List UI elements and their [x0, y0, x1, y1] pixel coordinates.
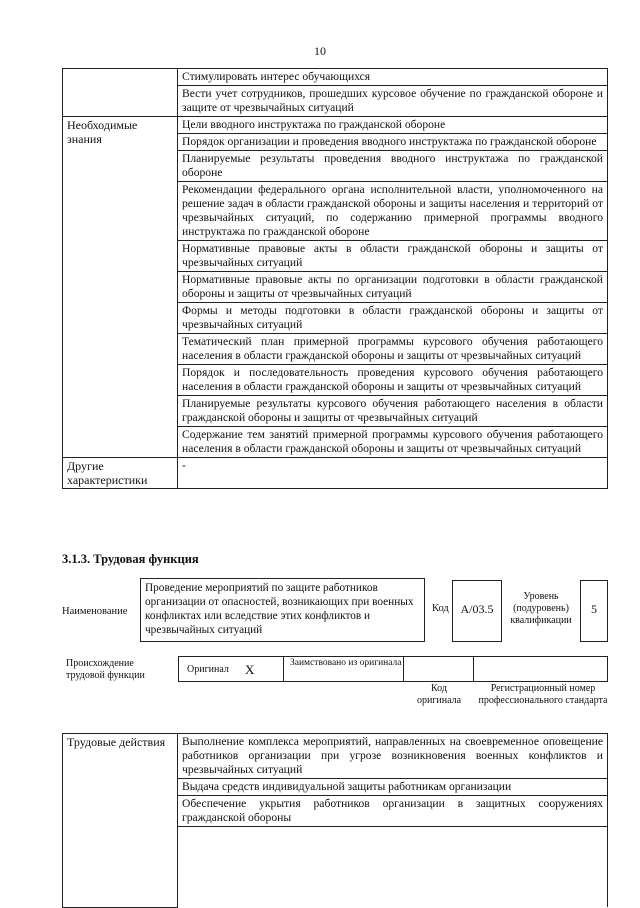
code-original-cell: [404, 656, 474, 682]
function-name-box: [140, 578, 425, 642]
table-row: [63, 117, 608, 134]
borrowed-label: Заимствовано из оригинала: [290, 658, 402, 668]
row-label-other: Другие характеристики: [63, 458, 178, 489]
original-label: Оригинал: [187, 664, 229, 675]
table-cell: Выполнение комплекса мероприятий, направленных на своевременное оповещение работников организации при угрозе возникновения военных конфликтов и чрезвычайных ситуаций: [178, 734, 608, 779]
table-cell: Выдача средств индивидуальной защиты работникам организации: [178, 779, 608, 796]
table-cell: Формы и методы подготовки в области гражданской обороны и защиты от чрезвычайных ситуаций: [178, 303, 608, 334]
level-label: Уровень (подуровень) квалификации: [510, 591, 572, 626]
function-name: Проведение мероприятий по защите работников организации от опасностей, возникающих при военных конфликтах или вследствие этих конфликтов и чрезвычайных ситуаций: [145, 582, 414, 636]
origin-label: Происхождение трудовой функции: [66, 658, 145, 681]
level-value: 5: [591, 602, 597, 616]
table-cell: Рекомендации федерального органа исполнительной власти, уполномоченного на решение задач в области гражданской обороны и защиты населения и территорий от чрезвычайных ситуаций, по содержанию примерной программы вводного инструктажа по гражданской обороне: [178, 182, 608, 241]
code-box: [452, 580, 502, 642]
table-row: [63, 69, 608, 86]
reg-number-caption: Регистрационный номер профессионального стандарта: [478, 683, 608, 706]
table-cell: Нормативные правовые акты в области гражданской обороны и защиты от чрезвычайных ситуаций: [178, 241, 608, 272]
table-cell: Цели вводного инструктажа по гражданской обороне: [178, 117, 608, 134]
table-cell: Тематический план примерной программы курсового обучения работающего населения в области гражданской обороны и защиты от чрезвычайных ситуаций: [178, 334, 608, 365]
section-heading: 3.1.3. Трудовая функция: [62, 552, 199, 566]
knowledge-table: [62, 68, 608, 489]
original-mark: X: [245, 662, 255, 677]
table-cell: Порядок и последовательность проведения курсового обучения работающего населения в области гражданской обороны и защиты от чрезвычайных ситуаций: [178, 365, 608, 396]
actions-table: [62, 733, 608, 908]
table-cell: Содержание тем занятий примерной программы курсового обучения работающего населения в области гражданской обороны и защиты от чрезвычайных ситуаций: [178, 427, 608, 458]
reg-number-cell: [474, 656, 608, 682]
table-cell: Планируемые результаты курсового обучения работающего населения в области гражданской обороны и защиты от чрезвычайных ситуаций: [178, 396, 608, 427]
page-number: 10: [314, 44, 326, 58]
table-cell: Нормативные правовые акты по организации подготовки в области гражданской обороны и защиты от чрезвычайных ситуаций: [178, 272, 608, 303]
level-box: [580, 580, 608, 642]
code-original-caption: Код оригинала: [416, 683, 462, 706]
row-label: [63, 69, 178, 117]
table-cell: Порядок организации и проведения вводного инструктажа по гражданской обороне: [178, 134, 608, 151]
table-cell: Обеспечение укрытия работников организации в защитных сооружениях гражданской обороны: [178, 796, 608, 827]
borrowed-cell: [284, 656, 404, 682]
table-cell: -: [178, 458, 608, 489]
table-cell: Стимулировать интерес обучающихся: [178, 69, 608, 86]
table-cell: Вести учет сотрудников, прошедших курсовое обучение по гражданской обороне и защите от чрезвычайных ситуаций: [178, 86, 608, 117]
row-label-knowledge: Необходимые знания: [63, 117, 178, 458]
row-label-actions: Трудовые действия: [63, 734, 178, 908]
code-label: Код: [432, 603, 449, 614]
table-row: [63, 458, 608, 489]
name-label: Наименование: [62, 606, 128, 617]
original-cell: [178, 656, 284, 682]
empty-cell: [178, 827, 608, 908]
table-cell: Планируемые результаты проведения вводного инструктажа по гражданской обороне: [178, 151, 608, 182]
table-row: [63, 734, 608, 779]
code-value: А/03.5: [460, 602, 494, 616]
